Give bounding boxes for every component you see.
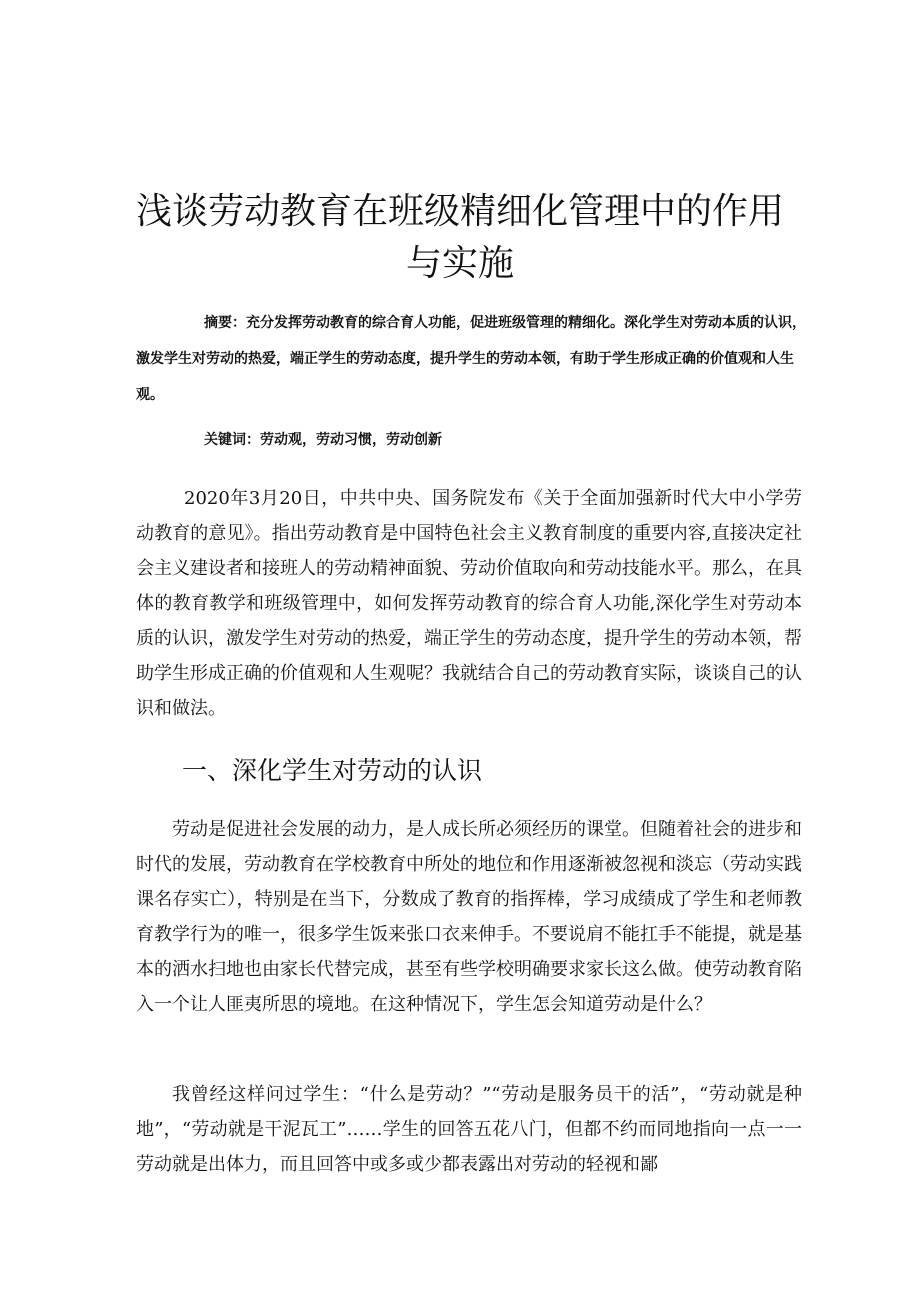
abstract-text: 摘要：充分发挥劳动教育的综合育人功能，促进班级管理的精细化。深化学生对劳动本质的认识，激发学生对劳动的热爱，端正学生的劳动态度，提升学生的劳动本领，有助于学生形成正确的价值观和人生观。 — [136, 315, 806, 403]
title-line-1: 浅谈劳动教育在班级精细化管理中的作用 — [135, 191, 784, 232]
keywords-text: 关键词：劳动观，劳动习惯，劳动创新 — [204, 432, 442, 448]
document-title — [100, 186, 820, 290]
section-heading: 一、深化学生对劳动的认识 — [182, 756, 483, 785]
body-paragraph: 我曾经这样问过学生：“什么是劳动？”“劳动是服务员干的活”，“劳动就是种地”，“劳动就是干泥瓦工”……学生的回答五花八门，但都不约而同地指向一点一一劳动就是出体力，而且回答中或多或少都表露出对劳动的轻视和鄙 — [136, 1084, 802, 1175]
title-line-2: 与实施 — [405, 243, 514, 284]
intro-paragraph: 2020年3月20日，中共中央、国务院发布《关于全面加强新时代大中小学劳动教育的意见》。指出劳动教育是中国特色社会主义教育制度的重要内容,直接决定社会主义建设者和接班人的劳动精神面貌、劳动价值取向和劳动技能水平。那么，在具体的教育教学和班级管理中，如何发挥劳动教育的综合育人功能,深化学生对劳动本质的认识，激发学生对劳动的热爱，端正学生的劳动态度，提升学生的劳动本领，帮助学生形成正确的价值观和人生观呢？我就结合自己的劳动教育实际，谈谈自己的认识和做法。 — [136, 488, 802, 719]
body-paragraph: 劳动是促进社会发展的动力，是人成长所必须经历的课堂。但随着社会的进步和时代的发展，劳动教育在学校教育中所处的地位和作用逐渐被忽视和淡忘（劳动实践课名存实亡），特别是在当下，分数成了教育的指挥棒，学习成绩成了学生和老师教育教学行为的唯一，很多学生饭来张口衣来伸手。不要说肩不能扛手不能提，就是基本的洒水扫地也由家长代替完成，甚至有些学校明确要求家长这么做。使劳动教育陷入一个让人匪夷所思的境地。在这种情况下，学生怎会知道劳动是什么？ — [136, 819, 802, 1015]
